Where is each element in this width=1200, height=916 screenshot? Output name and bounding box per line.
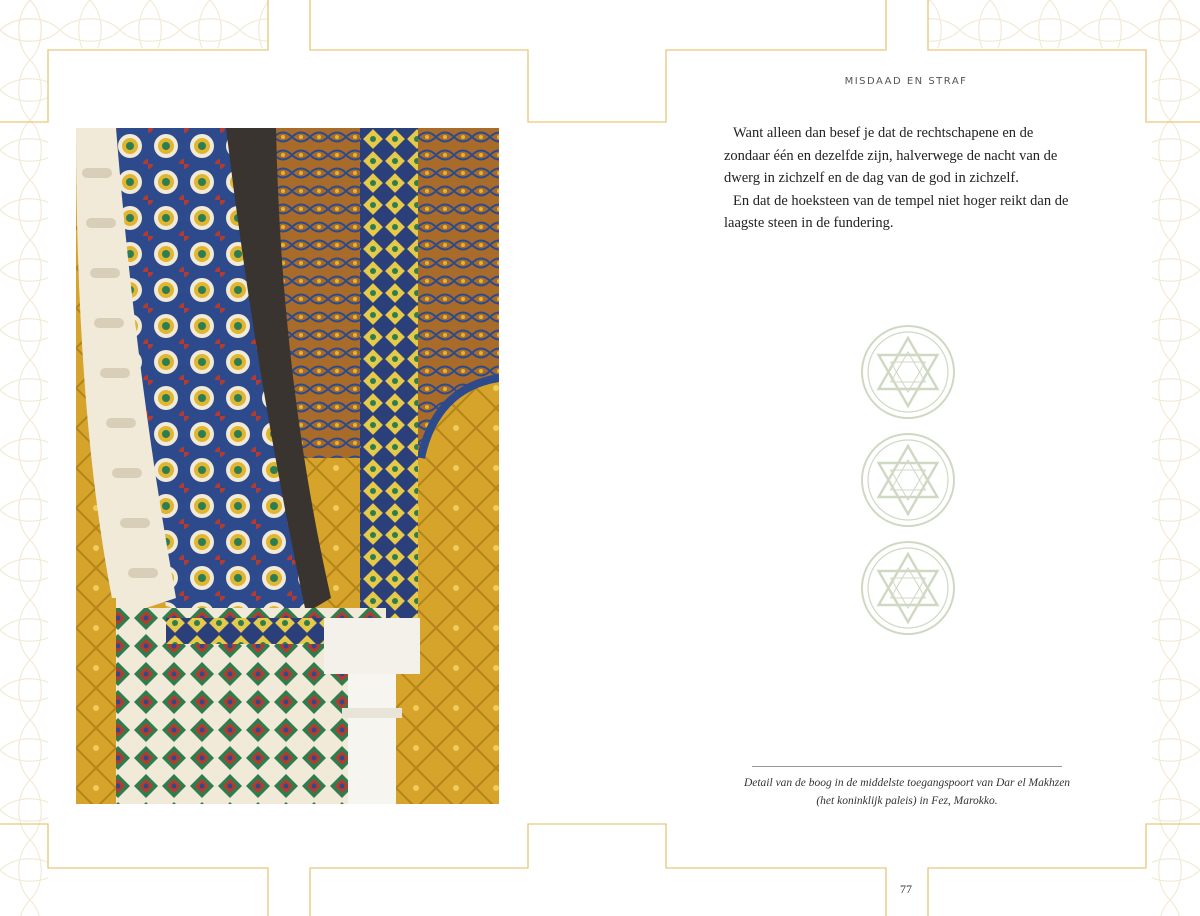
page-number: 77 <box>900 882 912 896</box>
star-of-david-medallion-icon <box>862 326 954 418</box>
caption-rule <box>752 766 1062 767</box>
body-line: laagste steen in de fundering. <box>724 215 894 232</box>
running-head: MISDAAD EN STRAF <box>844 76 968 87</box>
body-text <box>724 122 1084 235</box>
body-line: dwerg in zichzelf en de dag van de god in zichzelf. <box>724 170 1019 187</box>
star-of-david-medallion-icon <box>862 434 954 526</box>
body-line: zondaar één en dezelfde zijn, halverwege de nacht van de <box>724 147 1058 164</box>
caption-line: Detail van de boog in de middelste toegangspoort van Dar el Makhzen <box>743 777 1071 789</box>
tiled-arch-image <box>76 128 499 804</box>
star-of-david-medallion-icon <box>862 542 954 634</box>
caption-line: (het koninklijk paleis) in Fez, Marokko. <box>816 795 998 807</box>
photo-caption <box>740 774 1074 810</box>
body-line: En dat de hoeksteen van de tempel niet hoger reikt dan de <box>733 192 1069 209</box>
body-line: Want alleen dan besef je dat de rechtschapene en de <box>733 125 1034 141</box>
arch-photograph <box>76 128 499 804</box>
ornament-column <box>856 322 960 638</box>
